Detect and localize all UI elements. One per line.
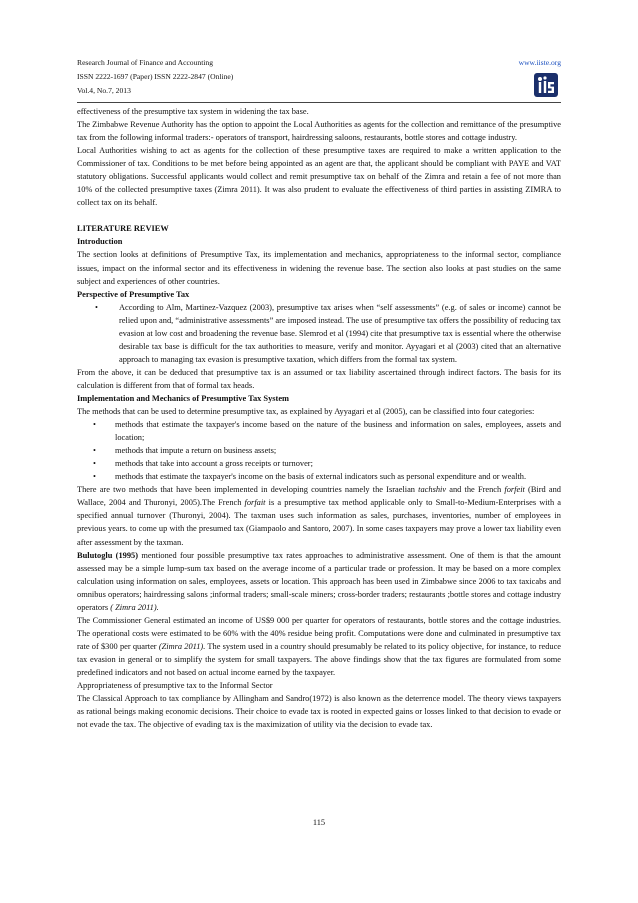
subheading-introduction: Introduction (77, 237, 123, 247)
iiste-logo (533, 72, 559, 98)
section-heading-literature-review: LITERATURE REVIEW (77, 224, 169, 234)
paragraph: The Commissioner General estimated an income of US$9 000 per quarter for operators of restaurants, bottle stores and the cottage industries. The operational costs were estimated to be 60% with the 40% residue being profit. Computations were done and culminated in presumptive tax rate of $300 per quarter (Zimra 2011). The system used in a country should presumably be related to its policy objective, for instance, to reduce tax evasion in general or to simplify the system for small taxpayers. The above findings show that the tax figures are formulated from some predefined indicators and not based on actual income earned by the taxpayer. (77, 615, 562, 677)
paragraph: Bulutoglu (1995) mentioned four possible presumptive tax rates approaches to administrative assessment. One of them is that the amount assessed may be a simple lump-sum tax based on the average income of a particular trade or profession. It may be based on a more complex calculation using information on sales, employees, assets or location. This approach has been used in Zimbabwe since 2006 to tax taxicabs and omnibus operators; hairdressing salons ;informal traders; small-scale miners; cross-border traders; restaurants ;bottle stores and cottage industry operators ( Zimra 2011). (77, 550, 561, 612)
bullet-list (77, 301, 561, 366)
subheading-appropriateness: Appropriateness of presumptive tax to the Informal Sector (77, 681, 273, 691)
methods-list (77, 418, 561, 483)
list-item: • methods that impute a return on business assets; (77, 444, 561, 457)
page-header (77, 56, 561, 100)
header-rule (77, 102, 561, 103)
paragraph: The Zimbabwe Revenue Authority has the option to appoint the Local Authorities as agents for the collection and remittance of the presumptive tax from the following informal traders:- operators of transport, hairdressing saloons, restaurants, bottle stores and cottage industry. (77, 120, 561, 143)
volume-line: Vol.4, No.7, 2013 (77, 86, 131, 95)
subheading-implementation: Implementation and Mechanics of Presumptive Tax System (77, 393, 290, 403)
journal-name: Research Journal of Finance and Accounting (77, 58, 214, 67)
paragraph: There are two methods that have been implemented in developing countries namely the Israelian tachshiv and the French forfeit (Bird and Wallace, 2004 and Thuronyi, 2005).The French forfait is a presumptive tax method applicable only to Small-to-Medium-Enterprises with a specified annual turnover (Thuronyi, 2004). The taxman uses such information as sales, purchases, inventories, number of employees in previous years. to come up with the presumed tax (Giampaolo and Santoro, 2007). In some cases taxpayers may prove a lower tax liability even after assessment by the taxman. (77, 485, 561, 547)
subheading-perspective: Perspective of Presumptive Tax (77, 289, 190, 299)
list-item: • methods that estimate the taxpayer's income based on the nature of the business and information on sales, employees, assets and location; (77, 418, 561, 444)
paragraph: The methods that can be used to determine presumptive tax, as explained by Ayyagari et al (2005), can be classified into four categories: (77, 407, 535, 417)
issn-line: ISSN 2222-1697 (Paper) ISSN 2222-2847 (Online) (77, 72, 234, 81)
page-number: 115 (312, 818, 326, 827)
paragraph: effectiveness of the presumptive tax system in widening the tax base. (77, 107, 309, 116)
paragraph: The section looks at definitions of Presumptive Tax, its implementation and mechanics, appropriateness to the informal sector, compliance issues, impact on the informal sector and its effectiveness in widening the revenue base. The section also looks at past studies on the same subject and experiences of other countries. (77, 250, 561, 286)
paragraph: Local Authorities wishing to act as agents for the collection of these presumptive taxes are required to make a written application to the Commissioner of tax. Conditions to be met before being appointed as an agent are that, the applicant should be compliant with PAYE and VAT statutory obligations. Successful applicants would collect and remit presumptive tax on behalf of the Zimra and retain a fee of not more than 10% of the collected presumptive taxes (Zimra 2011). It was also prudent to evaluate the effectiveness of third parties in assisting ZIMRA to collect tax on its behalf. (77, 146, 561, 208)
paragraph: The Classical Approach to tax compliance by Allingham and Sandro(1972) is also known as the deterrence model. The theory views taxpayers as rational beings making economic decisions. Their choice to evade tax is rooted in expected gains or losses linked to that decision to evade or not evade the tax. The objective of evading tax is the maximization of utility via the decision to evade tax. (77, 694, 561, 730)
journal-url-link[interactable]: www.iiste.org (518, 58, 561, 67)
list-item: • methods that take into account a gross receipts or turnover; (77, 457, 561, 470)
paragraph: From the above, it can be deduced that presumptive tax is an assumed or tax liability ascertained through indirect factors. The basis for its calculation is different from that of formal tax heads. (77, 367, 561, 390)
list-item: • methods that estimate the taxpayer's income on the basis of external indicators such as personal expenditure and or wealth. (77, 470, 561, 483)
article-body (77, 105, 561, 731)
list-item: • According to Alm, Martinez-Vazquez (2003), presumptive tax arises when “self assessments” (e.g. of sales or income) cannot be relied upon and, “administrative assessments” are imposed instead. The use of presumptive tax offers the possibility of reducing tax evasion at low cost and broadening the revenue base. Slemrod et al (1994) cite that presumptive tax is essential where the otherwise desirable tax base is difficult for the tax authorities to measure, verify and monitor. Ayyagari et al (2003) cited that an alternative approach to managing tax evasion is presumptive taxation, which differs from the formal tax system. (77, 301, 561, 366)
